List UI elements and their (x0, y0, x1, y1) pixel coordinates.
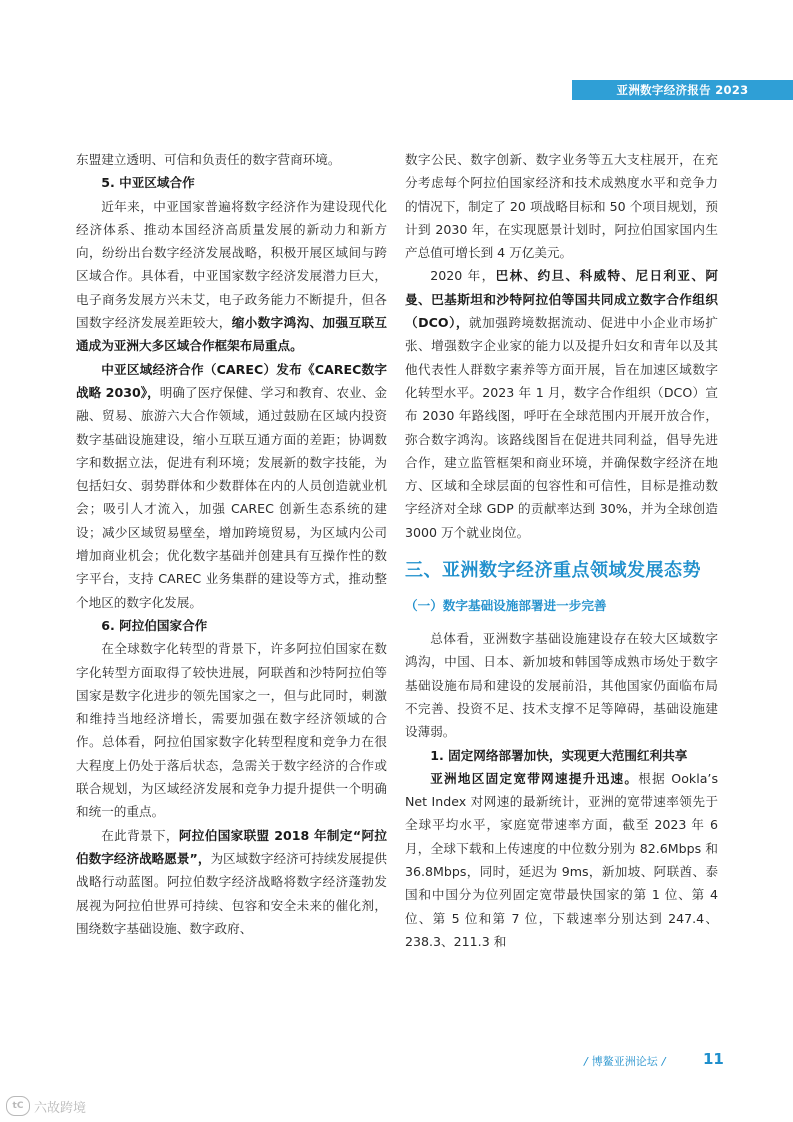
subheading-arab-states: 6. 阿拉伯国家合作 (101, 617, 208, 633)
running-footer (580, 1053, 669, 1071)
watermark-logo-icon: tC (6, 1096, 30, 1116)
paragraph: 在全球数字化转型的背景下，许多阿拉伯国家在数字化转型方面取得了较快进展，阿联酋和沙特阿拉伯等国家是数字化进步的领先国家之一，但与此同时，刺激和维持当地经济增长，需要加强在数字经济领域的合作。总体看，阿拉伯国家数字化转型程度和竞争力在很大程度上仍处于落后状态，急需关于数字经济的合作或联合规划，为区域经济发展和竞争力提升提供一个明确和统一的重点。 (76, 641, 387, 820)
subsection-title: （一）数字基础设施部署进一步完善 (405, 598, 607, 614)
paragraph: 在此背景下，阿拉伯国家联盟 2018 年制定“阿拉伯数字经济战略愿景”，为区域数字经济可持续发展提供战略行动蓝图。阿拉伯数字经济战略将数字经济蓬勃发展视为阿拉伯世界可持续、包容和安全未来的催化剂，围绕数字基础设施、数字政府、 (76, 827, 388, 936)
paragraph: 总体看，亚洲数字基础设施建设存在较大区域数字鸿沟，中国、日本、新加坡和韩国等成熟市场处于数字基础设施布局和建设的发展前沿，其他国家仍面临布局不完善、投资不足、技术支撑不足等障碍，基础设施建设薄弱。 (405, 631, 718, 740)
paragraph: 东盟建立透明、可信和负责任的数字营商环境。 (76, 152, 341, 167)
subheading-fixed-network: 1. 固定网络部署加快，实现更大范围红利共享 (430, 747, 688, 763)
paragraph: 中亚区域经济合作（CAREC）发布《CAREC数字战略 2030》，明确了医疗保健、学习和教育、农业、金融、贸易、旅游六大合作领域，通过鼓励在区域内投资数字基础设施建设，缩小互联互通方面的差距；协调数字和数据立法，促进有利环境；发展新的数字技能，为包括妇女、弱势群体和少数群体在内的人员创造就业机会；吸引人才流入，加强 CAREC 创新生态系统的建设；减少区域贸易壁垒，增加跨境贸易，为区域内公司增加商业机会；优化数字基础并创建具有互操作性的数字平台，支持 CAREC 业务集群的建设等方式，推动整个地区的数字化发展。 (76, 361, 387, 610)
footer-slash-icon: / (661, 1055, 666, 1068)
report-title-banner: 亚洲数字经济报告 2023 (572, 80, 793, 100)
highlight-text: 中亚区域经济合作（CAREC）发布《CAREC数字战略 2030》， (76, 361, 387, 400)
highlight-text: 缩小数字鸿沟、加强互联互通成为亚洲大多区域合作框架布局重点。 (76, 315, 388, 354)
watermark (6, 1096, 86, 1116)
paragraph: 数字公民、数字创新、数字业务等五大支柱展开，在充分考虑每个阿拉伯国家经济和技术成熟度水平和竞争力的情况下，制定了 20 项战略目标和 50 个项目规划，预计到 2030 年，在实现愿景计划时，阿拉伯国家国内生产总值可增长到 4 万亿美元。 (405, 152, 718, 261)
right-column (405, 148, 718, 953)
highlight-text: 亚洲地区固定宽带网速提升迅速。 (430, 770, 639, 786)
footer-slash-icon: / (584, 1055, 588, 1068)
watermark-text: 六故跨境 (34, 1100, 87, 1116)
page-number: 11 (703, 1050, 724, 1068)
subheading-central-asia: 5. 中亚区域合作 (101, 175, 195, 191)
paragraph: 近年来，中亚国家普遍将数字经济作为建设现代化经济体系、推动本国经济高质量发展的新动力和新方向，纷纷出台数字经济发展战略，积极开展区域间与跨区域合作。具体看，中亚国家数字经济发展潜力巨大，电子商务发展方兴未艾，电子政务能力不断提升，但各国数字经济发展差距较大，缩小数字鸿沟、加强互联互通成为亚洲大多区域合作框架布局重点。 (76, 198, 388, 354)
section-title: 三、亚洲数字经济重点领域发展态势 (405, 560, 701, 582)
paragraph: 亚洲地区固定宽带网速提升迅速。根据 Ookla’s Net Index 对网速的最新统计，亚洲的宽带速率领先于全球平均水平，家庭宽带速率方面，截至 2023 年 6 月，全球下载和上传速度的中位数分别为 82.6Mbps 和 36.8Mbps，同时，延迟为 9ms，新加坡、阿联酋、泰国和中国分为位列固定宽带最快国家的第 1 位、第 4 位、第 5 位和第 7 位，下载速率分别达到 247.4、238.3、211.3 和 (405, 770, 718, 949)
left-column (76, 148, 387, 940)
highlight-text: 阿拉伯国家联盟 2018 年制定“阿拉伯数字经济战略愿景”， (76, 827, 387, 866)
highlight-text: 巴林、约旦、科威特、尼日利亚、阿曼、巴基斯坦和沙特阿拉伯等国共同成立数字合作组织（DCO）， (405, 268, 718, 331)
paragraph: 2020 年，巴林、约旦、科威特、尼日利亚、阿曼、巴基斯坦和沙特阿拉伯等国共同成立数字合作组织（DCO），就加强跨境数据流动、促进中小企业市场扩张、增强数字企业家的能力以及提升妇女和青年以及其他代表性人群数字素养等方面开展，旨在加速区域数字化转型水平。2023 年 1 月，数字合作组织（DCO）宣布 2030 年路线图，呼吁在全球范围内开展开放合作，弥合数字鸿沟。该路线图旨在促进共同利益，倡导先进合作，建立监管框架和商业环境，并确保数字经济在地方、区域和全球层面的包容性和可信性，目标是推动数字经济对全球 GDP 的贡献率达到 30%，并为全球创造 3000 万个就业岗位。 (405, 268, 719, 540)
footer-section-name: 博鳌亚洲论坛 (591, 1055, 658, 1068)
